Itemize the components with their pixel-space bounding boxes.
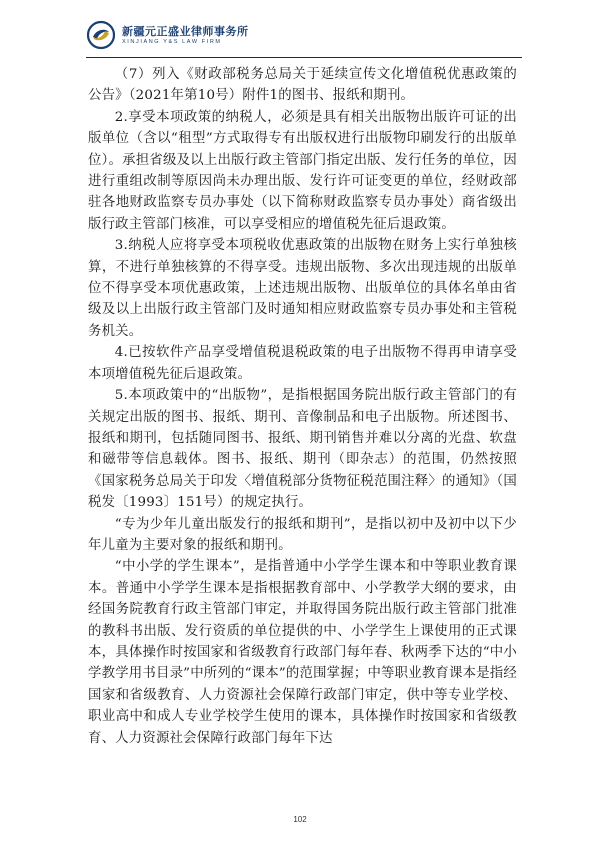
letterhead: [86, 17, 249, 53]
paragraph-clause-5: 5.本项政策中的“出版物”，是指根据国务院出版行政主管部门的有关规定出版的图书、报纸、期刊、音像制品和电子出版物。所述图书、报纸和期刊，包括随同图书、报纸、期刊销售并难以分离的光盘、软盘和磁带等信息载体。图书、报纸、期刊（即杂志）的范围，仍然按照《国家税务总局关于印发〈增值税部分货物征税范围注释〉的通知》（国税发〔1993〕151号）的规定执行。: [88, 388, 517, 511]
paragraph-clause-2: 2.享受本项政策的纳税人，必须是具有相关出版物出版许可证的出版单位（含以“租型”方式取得专有出版权进行出版物印刷发行的出版单位）。承担省级及以上出版行政主管部门指定出版、发行任务的单位，因进行重组改制等原因尚未办理出版、发行许可证变更的单位，经财政部驻各地财政监察专员办事处（以下简称财政监察专员办事处）商省级出版行政主管部门核准，可以享受相应的增值税先征后退政策。: [88, 109, 517, 232]
paragraph-clause-3: 3.纳税人应将享受本项税收优惠政策的出版物在财务上实行单独核算，不进行单独核算的不得享受。违规出版物、多次出现违规的出版单位不得享受本项优惠政策，上述违规出版物、出版单位的具体名单由省级及以上出版行政主管部门及时通知相应财政监察专员办事处和主管税务机关。: [88, 238, 517, 339]
document-body: [88, 64, 517, 749]
paragraph-children-periodicals: “专为少年儿童出版发行的报纸和期刊”，是指以初中及初中以下少年儿童为主要对象的报纸和期刊。: [88, 516, 517, 553]
paragraph-item-7: （7）列入《财政部税务总局关于延续宣传文化增值税优惠政策的公告》（2021年第10号）附件1的图书、报纸和期刊。: [88, 67, 517, 104]
firm-logo-icon: [86, 20, 116, 50]
paragraph-textbooks: “中小学的学生课本”，是指普通中小学学生课本和中等职业教育课本。普通中小学学生课本是指根据教育部中、小学教学大纲的要求，由经国务院教育行政主管部门审定，并取得国务院出版行政主管部门批准的教科书出版、发行资质的单位提供的中、小学学生上课使用的正式课本，具体操作时按国家和省级教育行政部门每年春、秋两季下达的“中小学教学用书目录”中所列的“课本”的范围掌握；中等职业教育课本是指经国家和省级教育、人力资源社会保障行政部门审定，供中等专业学校、职业高中和成人专业学校学生使用的课本，具体操作时按国家和省级教育、人力资源社会保障行政部门每年下达: [88, 559, 517, 746]
firm-name-block: [122, 25, 249, 46]
page-number: 102: [293, 815, 307, 824]
paragraph-clause-4: 4.已按软件产品享受增值税退税政策的电子出版物不得再申请享受本项增值税先征后退政策。: [88, 345, 517, 382]
firm-name-en: XINJIANG Y&S LAW FIRM: [122, 38, 222, 45]
header-divider: [86, 57, 522, 58]
firm-name-cn: 新疆元正盛业律师事务所: [122, 24, 249, 38]
